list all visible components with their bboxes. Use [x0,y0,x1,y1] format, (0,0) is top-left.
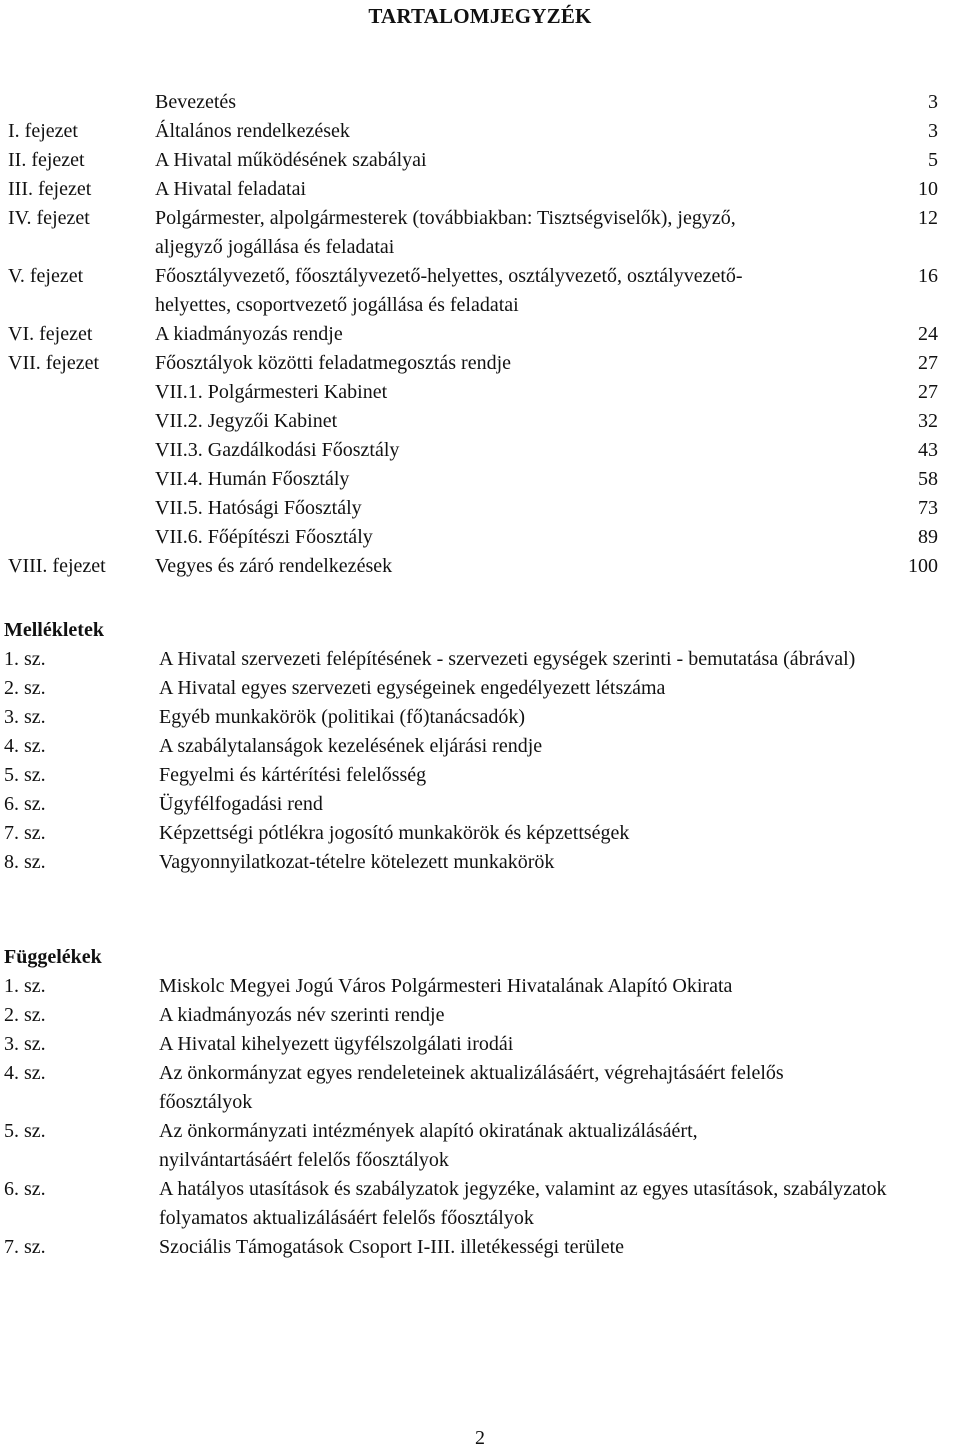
list-item-number: 1. sz. [4,648,46,670]
toc-chapter: IV. fejezet [8,207,90,229]
toc-page: 16 [918,265,938,287]
list-item-text: Az önkormányzat egyes rendeleteinek aktualizálásáért, végrehajtásáért felelős főosztályok [159,1062,784,1113]
toc-page: 27 [918,381,938,403]
fuggelekek-heading: Függelékek [4,946,102,968]
list-item-text: Fegyelmi és kártérítési felelősség [159,764,427,786]
list-item [4,848,956,877]
page-title: TARTALOMJEGYZÉK [368,4,592,28]
list-item [4,732,956,761]
list-item-number: 8. sz. [4,851,46,873]
toc-page: 73 [918,497,938,519]
list-item-number: 3. sz. [4,706,46,728]
toc-row [8,552,954,581]
toc-page: 27 [918,352,938,374]
toc-title: A kiadmányozás rendje [155,323,343,345]
toc-title: Bevezetés [155,91,237,113]
list-item [4,1001,956,1030]
list-item [4,1030,956,1059]
toc-chapter: I. fejezet [8,120,78,142]
toc-page: 3 [928,120,938,142]
toc-row [8,88,954,117]
list-item-number: 3. sz. [4,1033,46,1055]
toc-page: 43 [918,439,938,461]
list-item [4,674,956,703]
list-item-text: A Hivatal egyes szervezeti egységeinek engedélyezett létszáma [159,677,666,699]
list-item-number: 2. sz. [4,677,46,699]
toc-row [8,320,954,349]
list-item-number: 4. sz. [4,735,46,757]
list-item-text: Képzettségi pótlékra jogosító munkakörök és képzettségek [159,822,630,844]
page-number: 2 [475,1427,485,1449]
toc-title: Vegyes és záró rendelkezések [155,555,393,577]
toc-page: 12 [918,207,938,229]
list-item-text: A Hivatal kihelyezett ügyfélszolgálati irodái [159,1033,514,1055]
toc-chapter: III. fejezet [8,178,92,200]
list-item-number: 6. sz. [4,793,46,815]
list-item [4,1233,956,1262]
toc-page: 100 [908,555,938,577]
list-item-text: A hatályos utasítások és szabályzatok jegyzéke, valamint az egyes utasítások, szabályzatok folyamatos aktualizálásáért felelős főosztályok [159,1178,887,1229]
list-item [4,1059,956,1117]
toc-row [8,407,954,436]
list-item-number: 7. sz. [4,1236,46,1258]
list-item-number: 6. sz. [4,1178,46,1200]
toc-page: 89 [918,526,938,548]
list-item-number: 4. sz. [4,1062,46,1084]
toc-page: 58 [918,468,938,490]
toc-page: 24 [918,323,938,345]
toc-row [8,523,954,552]
list-item-number: 1. sz. [4,975,46,997]
toc-title: VII.6. Főépítészi Főosztály [155,526,373,548]
list-item-number: 7. sz. [4,822,46,844]
mellekletek-list [4,645,956,877]
list-item [4,819,956,848]
toc-title: VII.1. Polgármesteri Kabinet [155,381,388,403]
toc-chapter: II. fejezet [8,149,85,171]
list-item-number: 2. sz. [4,1004,46,1026]
list-item-text: Az önkormányzati intézmények alapító okiratának aktualizálásáért, nyilvántartásáért felelős főosztályok [159,1120,698,1171]
toc-title: VII.3. Gazdálkodási Főosztály [155,439,400,461]
list-item [4,703,956,732]
toc-title: Főosztályvezető, főosztályvezető-helyettes, osztályvezető, osztályvezető-helyettes, csoportvezető jogállása és feladatai [155,265,743,316]
toc-title: VII.4. Humán Főosztály [155,468,350,490]
list-item [4,645,956,674]
toc-chapter: VI. fejezet [8,323,93,345]
table-of-contents [8,88,954,581]
toc-title: A Hivatal működésének szabályai [155,149,427,171]
toc-page: 3 [928,91,938,113]
list-item [4,1175,956,1233]
toc-row [8,175,954,204]
toc-title: Általános rendelkezések [155,120,350,142]
list-item [4,790,956,819]
toc-page: 10 [918,178,938,200]
list-item [4,761,956,790]
toc-chapter: V. fejezet [8,265,84,287]
toc-row [8,262,954,320]
toc-row [8,378,954,407]
list-item-number: 5. sz. [4,1120,46,1142]
toc-row [8,465,954,494]
toc-row [8,117,954,146]
toc-row [8,146,954,175]
list-item-text: Szociális Támogatások Csoport I-III. illetékességi területe [159,1236,625,1258]
list-item [4,1117,956,1175]
toc-title: Főosztályok közötti feladatmegosztás rendje [155,352,512,374]
list-item-text: A kiadmányozás név szerinti rendje [159,1004,445,1026]
toc-title: VII.2. Jegyzői Kabinet [155,410,338,432]
toc-page: 5 [928,149,938,171]
list-item [4,972,956,1001]
toc-row [8,494,954,523]
list-item-text: Ügyfélfogadási rend [159,793,323,815]
list-item-text: Egyéb munkakörök (politikai (fő)tanácsadók) [159,706,525,728]
list-item-text: A szabálytalanságok kezelésének eljárási rendje [159,735,543,757]
toc-page: 32 [918,410,938,432]
list-item-number: 5. sz. [4,764,46,786]
toc-chapter: VIII. fejezet [8,555,106,577]
toc-title: A Hivatal feladatai [155,178,307,200]
list-item-text: Vagyonnyilatkozat-tételre kötelezett munkakörök [159,851,555,873]
toc-title: Polgármester, alpolgármesterek (továbbiakban: Tisztségviselők), jegyző, aljegyző jogállása és feladatai [155,207,736,258]
toc-title: VII.5. Hatósági Főosztály [155,497,362,519]
toc-row [8,204,954,262]
mellekletek-heading: Mellékletek [4,619,104,641]
toc-row [8,436,954,465]
list-item-text: A Hivatal szervezeti felépítésének - szervezeti egységek szerinti - bemutatása (ábrával) [159,648,856,670]
fuggelekek-list [4,972,956,1262]
toc-row [8,349,954,378]
list-item-text: Miskolc Megyei Jogú Város Polgármesteri Hivatalának Alapító Okirata [159,975,733,997]
toc-chapter: VII. fejezet [8,352,100,374]
